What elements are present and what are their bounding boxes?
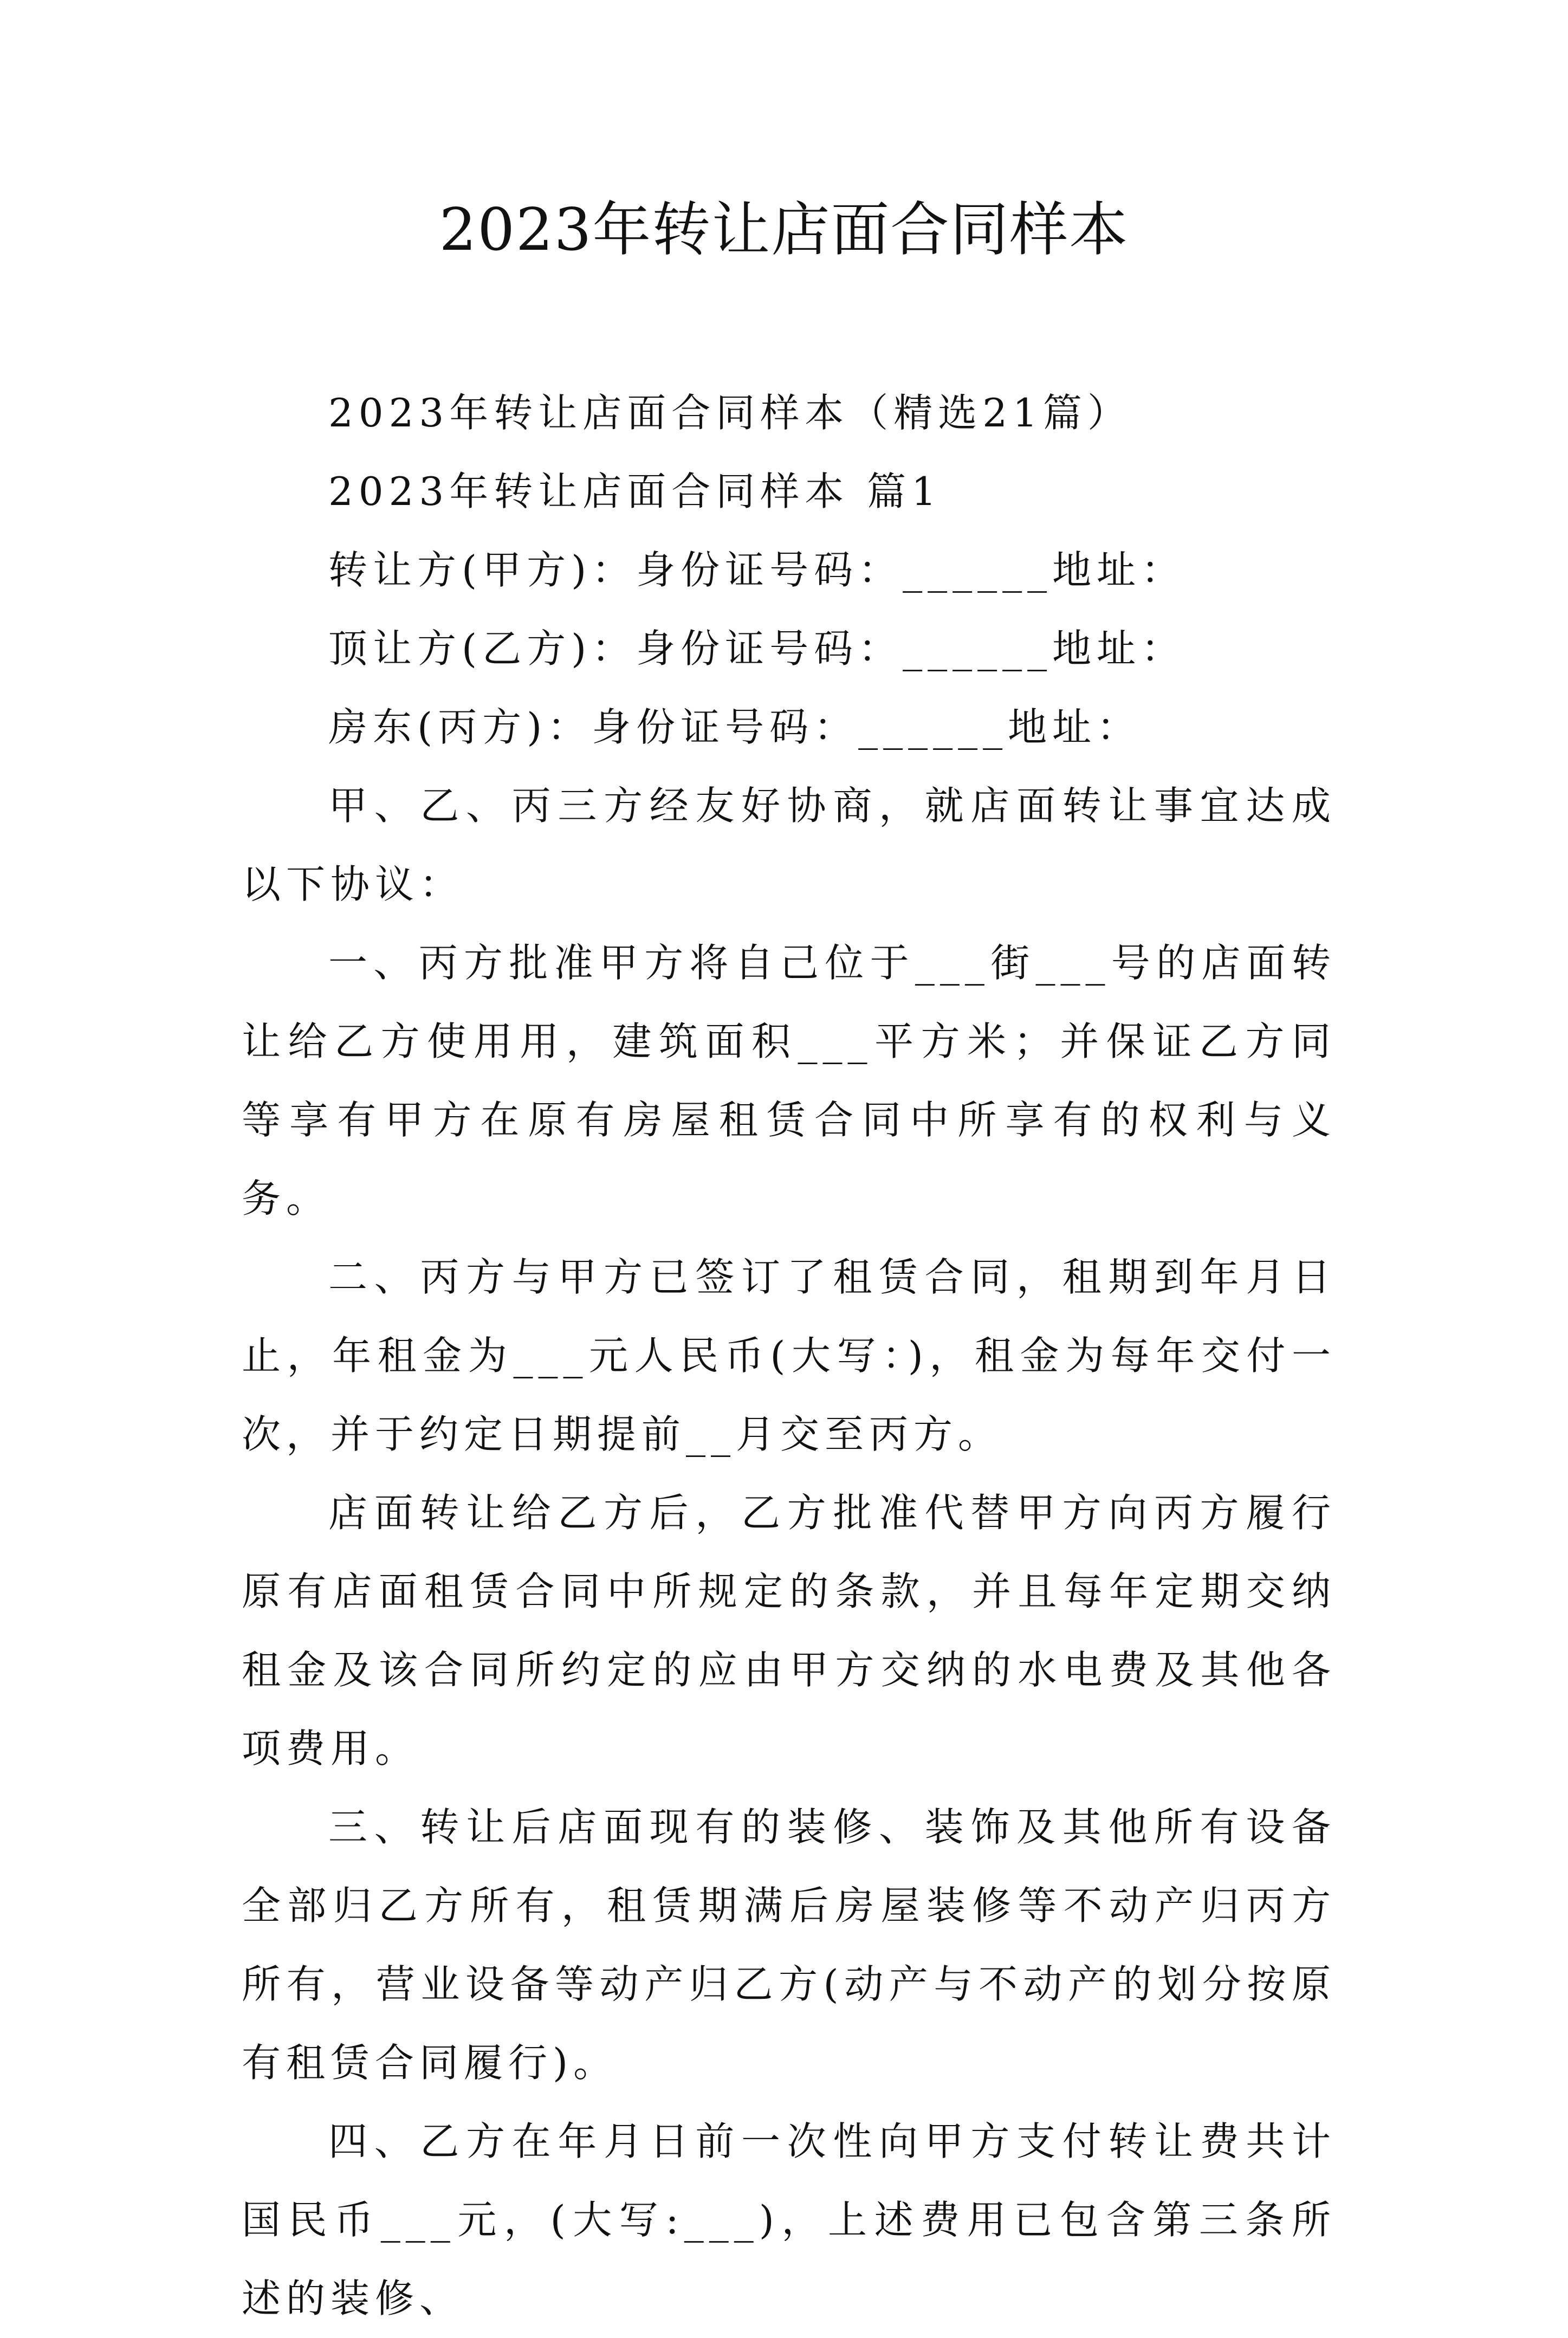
paragraph-party-c: 房东(丙方)：身份证号码：______地址：: [328, 704, 1142, 750]
paragraph-clause-3: 三、转让后店面现有的装修、装饰及其他所有设备全部归乙方所有，租赁期满后房屋装修等不动产归丙方所有，营业设备等动产归乙方(动产与不动产的划分按原有租赁合同履行)。: [242, 1804, 1336, 2086]
paragraph-clause-1: 一、丙方批准甲方将自己位于___街___号的店面转让给乙方使用用，建筑面积___平方米；并保证乙方同等享有甲方在原有房屋租赁合同中所享有的权利与义务。: [242, 940, 1336, 1221]
paragraph-party-b: 顶让方(乙方)：身份证号码：______地址：: [328, 626, 1186, 671]
paragraph-clause-2-continued: 店面转让给乙方后，乙方批准代替甲方向丙方履行原有店面租赁合同中所规定的条款，并且每年定期交纳租金及该合同所约定的应由甲方交纳的水电费及其他各项费用。: [242, 1490, 1336, 1771]
paragraph-agreement-intro: 甲、乙、丙三方经友好协商，就店面转让事宜达成以下协议：: [242, 783, 1336, 907]
paragraph-section-heading: 2023年转让店面合同样本 篇1: [328, 469, 942, 514]
paragraph-clause-4: 四、乙方在年月日前一次性向甲方支付转让费共计国民币___元，(大写:___)，上述费用已包含第三条所述的装修、: [242, 2119, 1336, 2321]
paragraph-party-a: 转让方(甲方)：身份证号码：______地址：: [328, 547, 1186, 593]
paragraph-clause-2: 二、丙方与甲方已签订了租赁合同，租期到年月日止，年租金为___元人民币(大写：)，租金为每年交付一次，并于约定日期提前__月交至丙方。: [242, 1254, 1336, 1457]
document-title: 2023年转让店面合同样本: [439, 196, 1129, 264]
document-body: [242, 374, 1336, 2338]
paragraph-subtitle: 2023年转让店面合同样本（精选21篇）: [328, 390, 1132, 436]
